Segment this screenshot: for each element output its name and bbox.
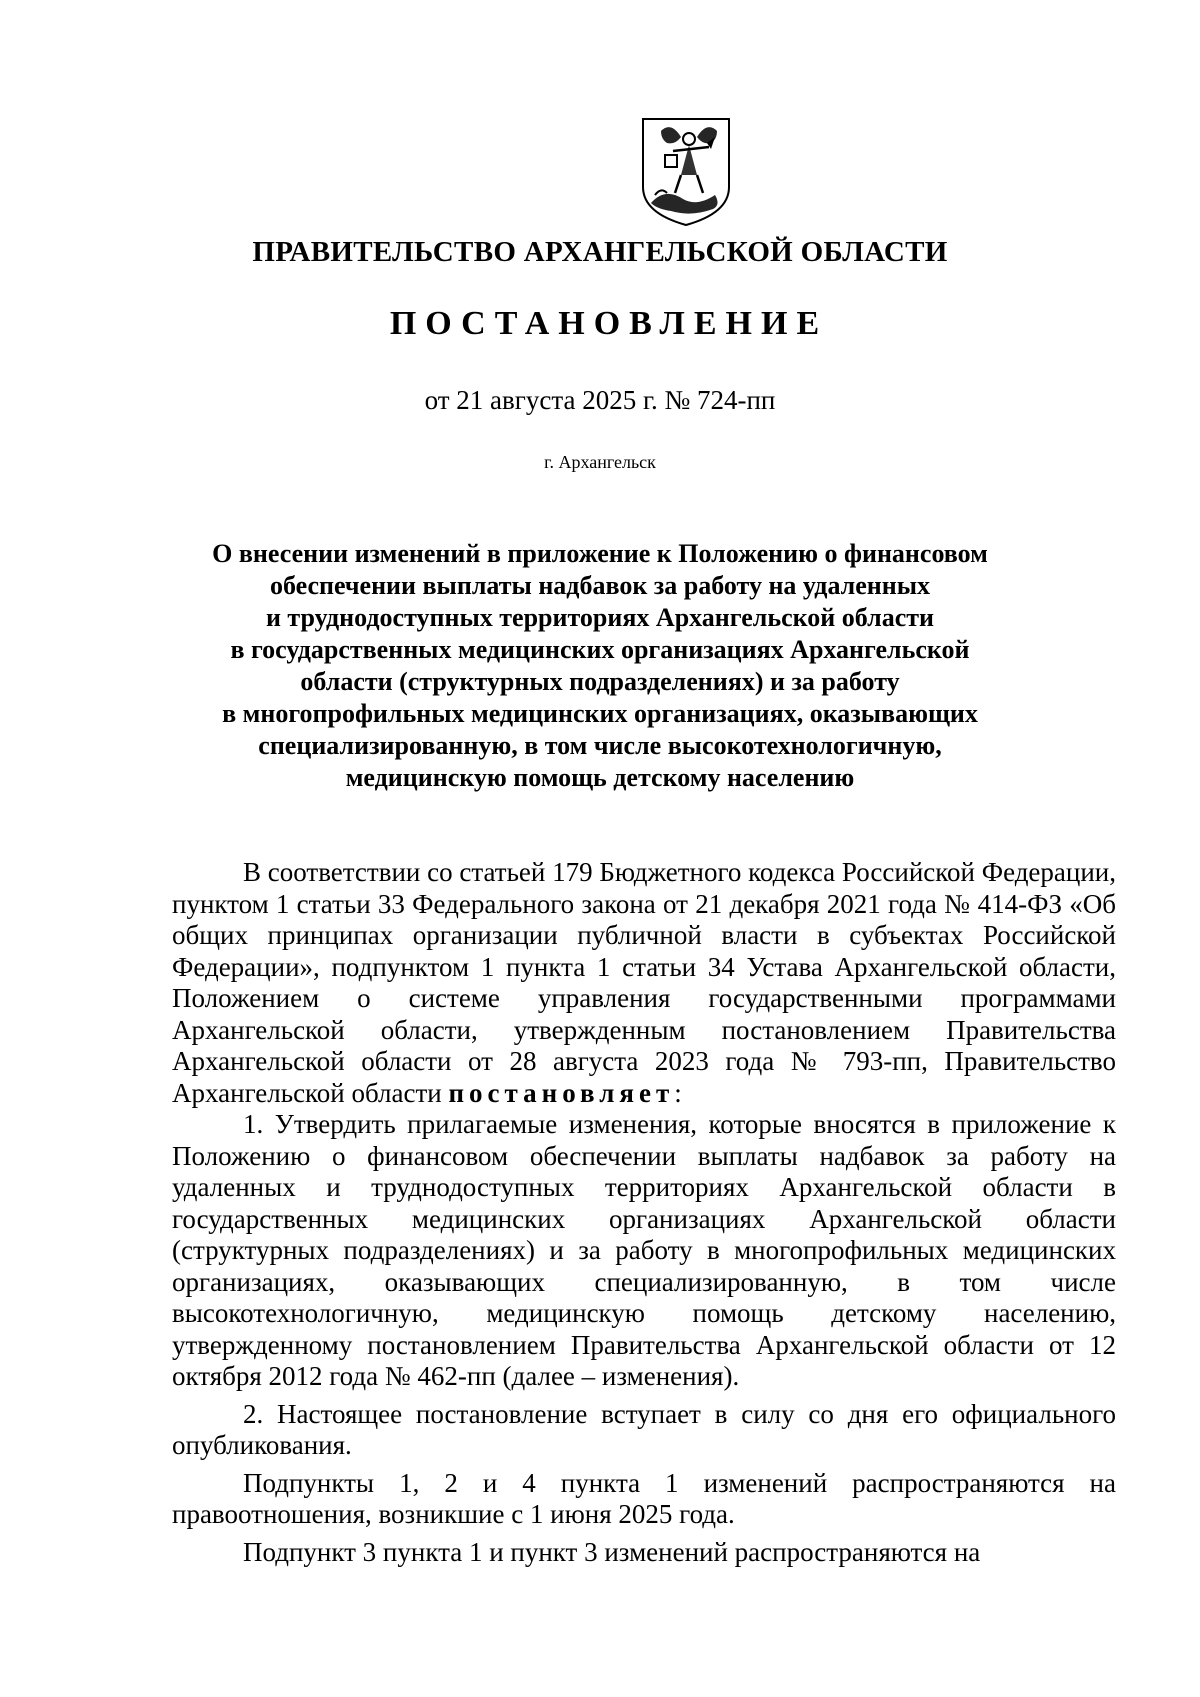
title-line: специализированную, в том числе высокотехнологичную, [258, 731, 942, 760]
document-type: ПОСТАНОВЛЕНИЕ [389, 305, 829, 342]
preamble-text: В соответствии со статьей 179 Бюджетного кодекса Российской Федерации, пунктом 1 статьи 33 Федерального закона от 21 декабря 2021 года № 414-ФЗ «Об общих принципах организации публичной власти в субъектах Российской Федерации», подпунктом 1 пункта 1 статьи 34 Устава Архангельской области, Положением о системе управления государственными программами Архангельской области, утвержденным постановлением Правительства Архангельской области от 28 августа 2023 года № 793-пп, Правительство Архангельской области [172, 857, 1116, 1108]
document-city: г. Архангельск [544, 452, 656, 472]
document-title [150, 538, 1050, 794]
title-line: в многопрофильных медицинских организациях, оказывающих [222, 699, 978, 728]
title-line: медицинскую помощь детскому населению [345, 763, 855, 792]
resolves-colon: : [674, 1077, 682, 1108]
arkhangelsk-coat-of-arms-icon [631, 117, 741, 227]
paragraph-1: 1. Утвердить прилагаемые изменения, которые вносятся в приложение к Положению о финансовом обеспечении выплаты надбавок за работу на удаленных и труднодоступных территориях Архангельской области в государственных медицинских организациях Архангельской области (структурных подразделениях) и за работу в многопрофильных медицинских организациях, оказывающих специализированную, в том числе высокотехнологичную, медицинскую помощь детскому населению, утвержденному постановлением Правительства Архангельской области от 12 октября 2012 года № 462-пп (далее – изменения). [172, 1109, 1116, 1391]
title-line: и труднодоступных территориях Архангельской области [265, 603, 935, 632]
paragraph-2: 2. Настоящее постановление вступает в силу со дня его официального опубликования. [172, 1398, 1116, 1460]
document-body [172, 857, 1116, 1568]
title-line: обеспечении выплаты надбавок за работу на удаленных [269, 571, 931, 600]
title-line: в государственных медицинских организациях Архангельской [230, 635, 970, 664]
resolves-word: постановляет [448, 1077, 675, 1108]
document-date-number: от 21 августа 2025 г. № 724-пп [424, 385, 776, 415]
title-line: области (структурных подразделениях) и за работу [300, 667, 900, 696]
paragraph-3: Подпункты 1, 2 и 4 пункта 1 изменений распространяются на правоотношения, возникшие с 1 июня 2025 года. [172, 1467, 1116, 1529]
organization-name: ПРАВИТЕЛЬСТВО АРХАНГЕЛЬСКОЙ ОБЛАСТИ [252, 236, 948, 268]
title-line: О внесении изменений в приложение к Положению о финансовом [212, 539, 988, 568]
preamble-paragraph [172, 857, 1116, 1109]
paragraph-4: Подпункт 3 пункта 1 и пункт 3 изменений распространяются на [243, 1536, 981, 1567]
